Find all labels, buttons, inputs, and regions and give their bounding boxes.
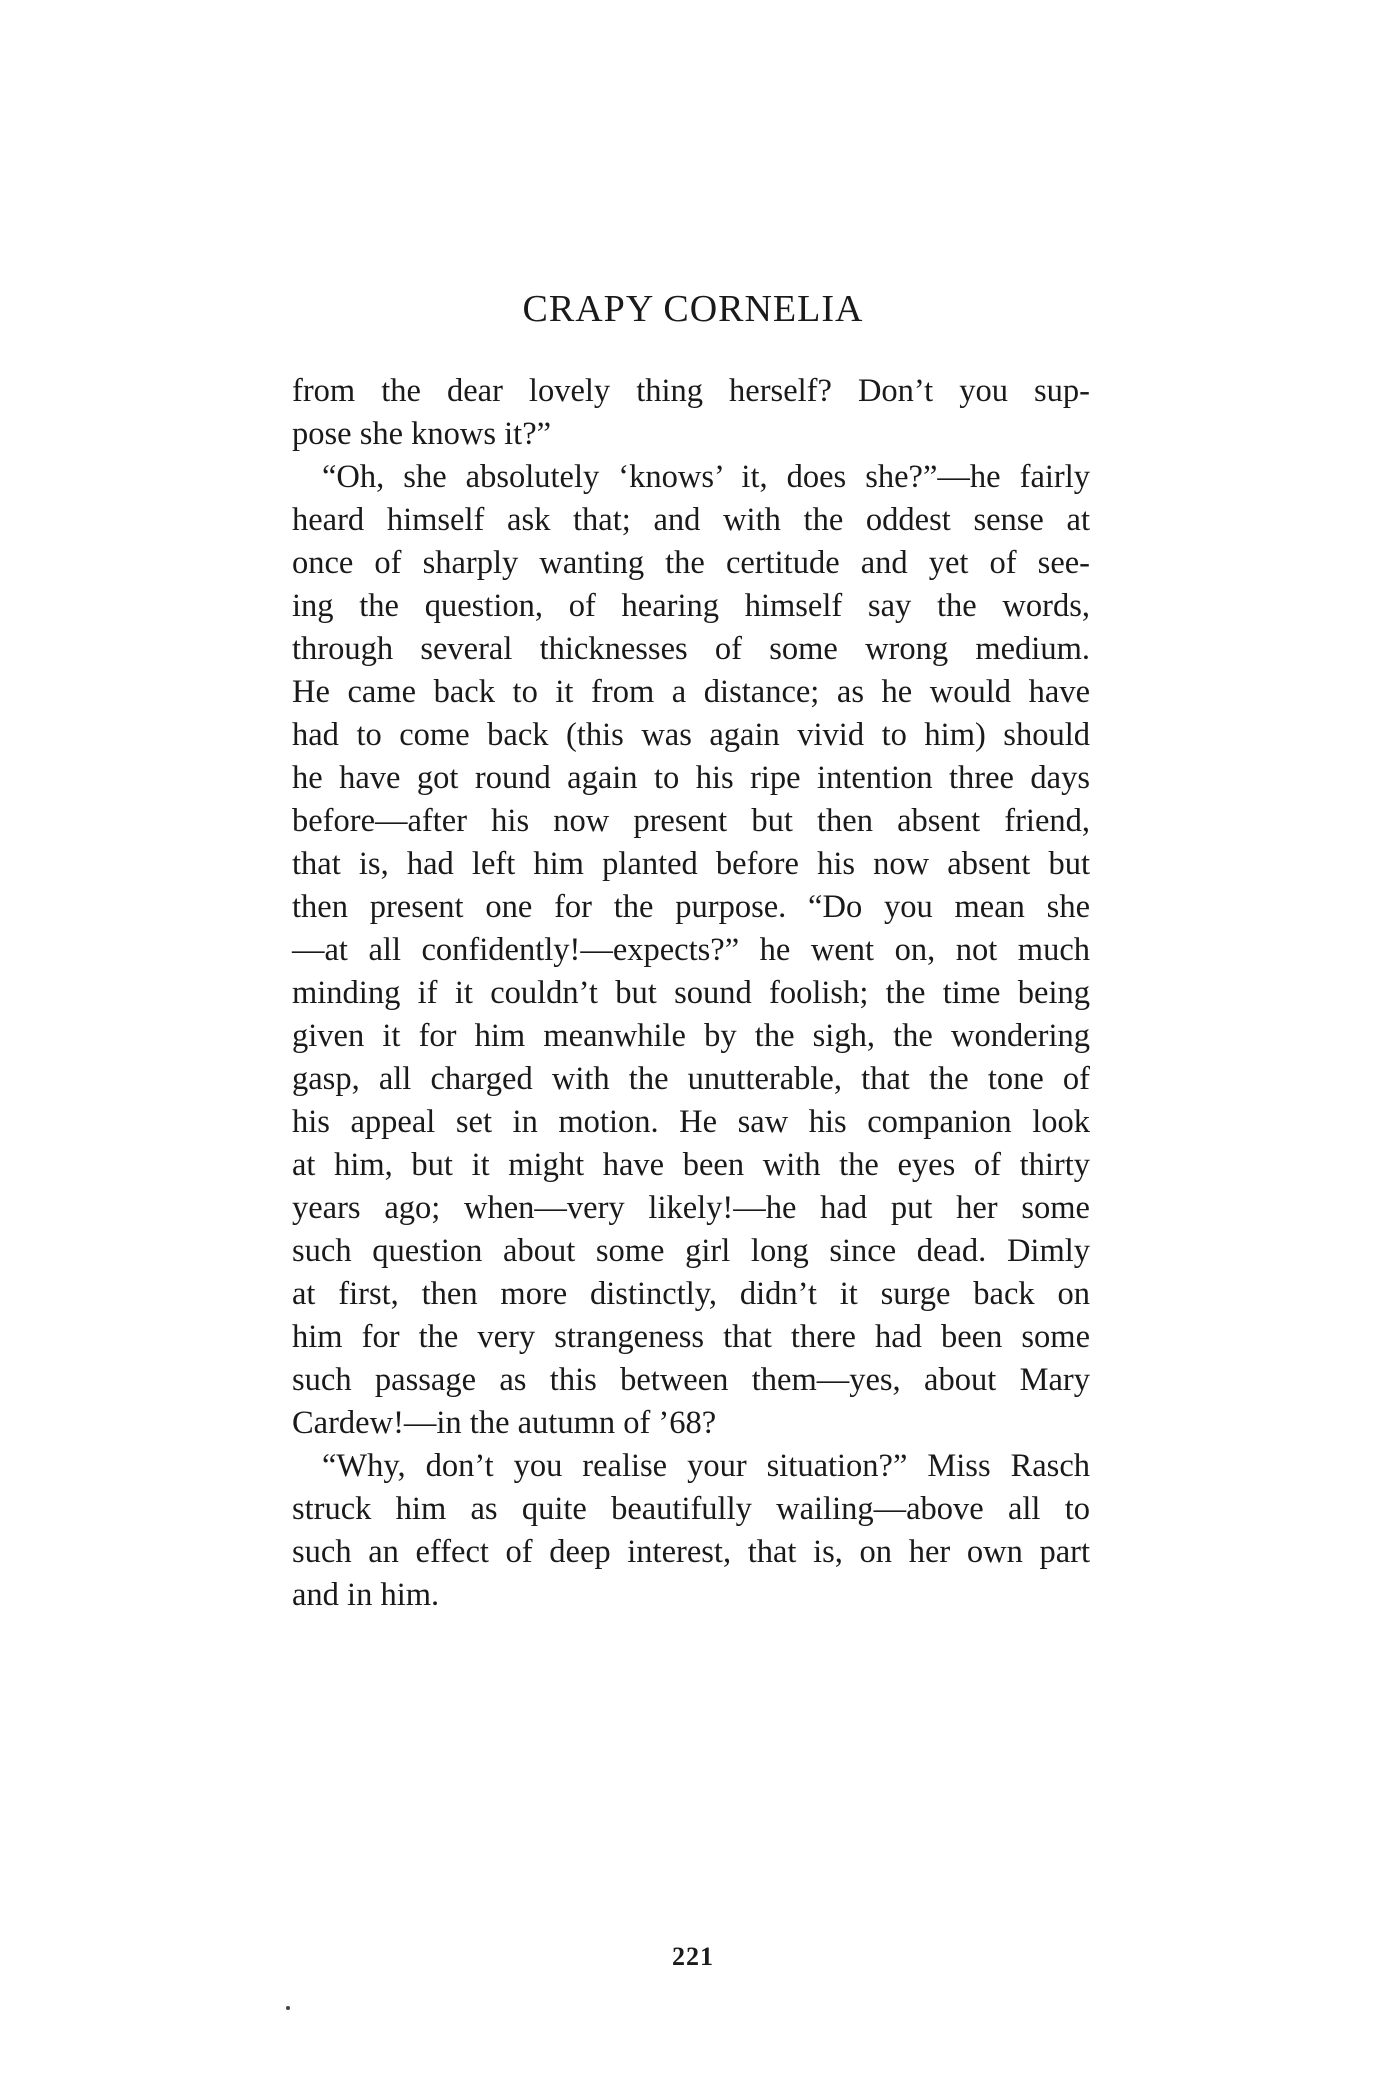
- text-line: from the dear lovely thing herself? Don’t you sup-: [292, 373, 1090, 409]
- text-line: given it for him meanwhile by the sigh, the wondering: [292, 1018, 1090, 1054]
- text-line: ing the question, of hearing himself say the words,: [292, 588, 1090, 624]
- text-line: “Oh, she absolutely ‘knows’ it, does she?”—he fairly: [322, 459, 1090, 495]
- text-line: such question about some girl long since dead. Dimly: [292, 1233, 1090, 1269]
- text-line: that is, had left him planted before his now absent but: [292, 846, 1090, 882]
- text-line: through several thicknesses of some wrong medium.: [292, 631, 1090, 667]
- text-line: at him, but it might have been with the eyes of thirty: [292, 1147, 1090, 1183]
- text-line: heard himself ask that; and with the oddest sense at: [292, 502, 1090, 538]
- text-line: such an effect of deep interest, that is, on her own part: [292, 1534, 1090, 1570]
- text-line: gasp, all charged with the unutterable, that the tone of: [292, 1061, 1090, 1097]
- text-line: and in him.: [292, 1577, 440, 1613]
- text-line: “Why, don’t you realise your situation?” Miss Rasch: [322, 1448, 1090, 1484]
- text-line: at first, then more distinctly, didn’t it surge back on: [292, 1276, 1090, 1312]
- body-text: [292, 370, 1090, 1617]
- running-title: CRAPY CORNELIA: [522, 288, 864, 330]
- text-line: such passage as this between them—yes, about Mary: [292, 1362, 1090, 1398]
- text-line: minding if it couldn’t but sound foolish; the time being: [292, 975, 1090, 1011]
- text-line: years ago; when—very likely!—he had put her some: [292, 1190, 1090, 1226]
- text-line: He came back to it from a distance; as he would have: [292, 674, 1090, 710]
- text-line: he have got round again to his ripe intention three days: [292, 760, 1090, 796]
- text-line: —at all confidently!—expects?” he went on, not much: [292, 932, 1090, 968]
- text-line: then present one for the purpose. “Do you mean she: [292, 889, 1090, 925]
- text-line: Cardew!—in the autumn of ’68?: [292, 1405, 717, 1441]
- text-line: struck him as quite beautifully wailing—above all to: [292, 1491, 1090, 1527]
- text-line: pose she knows it?”: [292, 416, 552, 452]
- text-line: before—after his now present but then absent friend,: [292, 803, 1090, 839]
- stray-ink-dot: [286, 2006, 290, 2010]
- text-line: had to come back (this was again vivid to him) should: [292, 717, 1090, 753]
- text-line: him for the very strangeness that there had been some: [292, 1319, 1090, 1355]
- page-number: 221: [672, 1942, 714, 1971]
- text-line: once of sharply wanting the certitude and yet of see-: [292, 545, 1090, 581]
- text-line: his appeal set in motion. He saw his companion look: [292, 1104, 1090, 1140]
